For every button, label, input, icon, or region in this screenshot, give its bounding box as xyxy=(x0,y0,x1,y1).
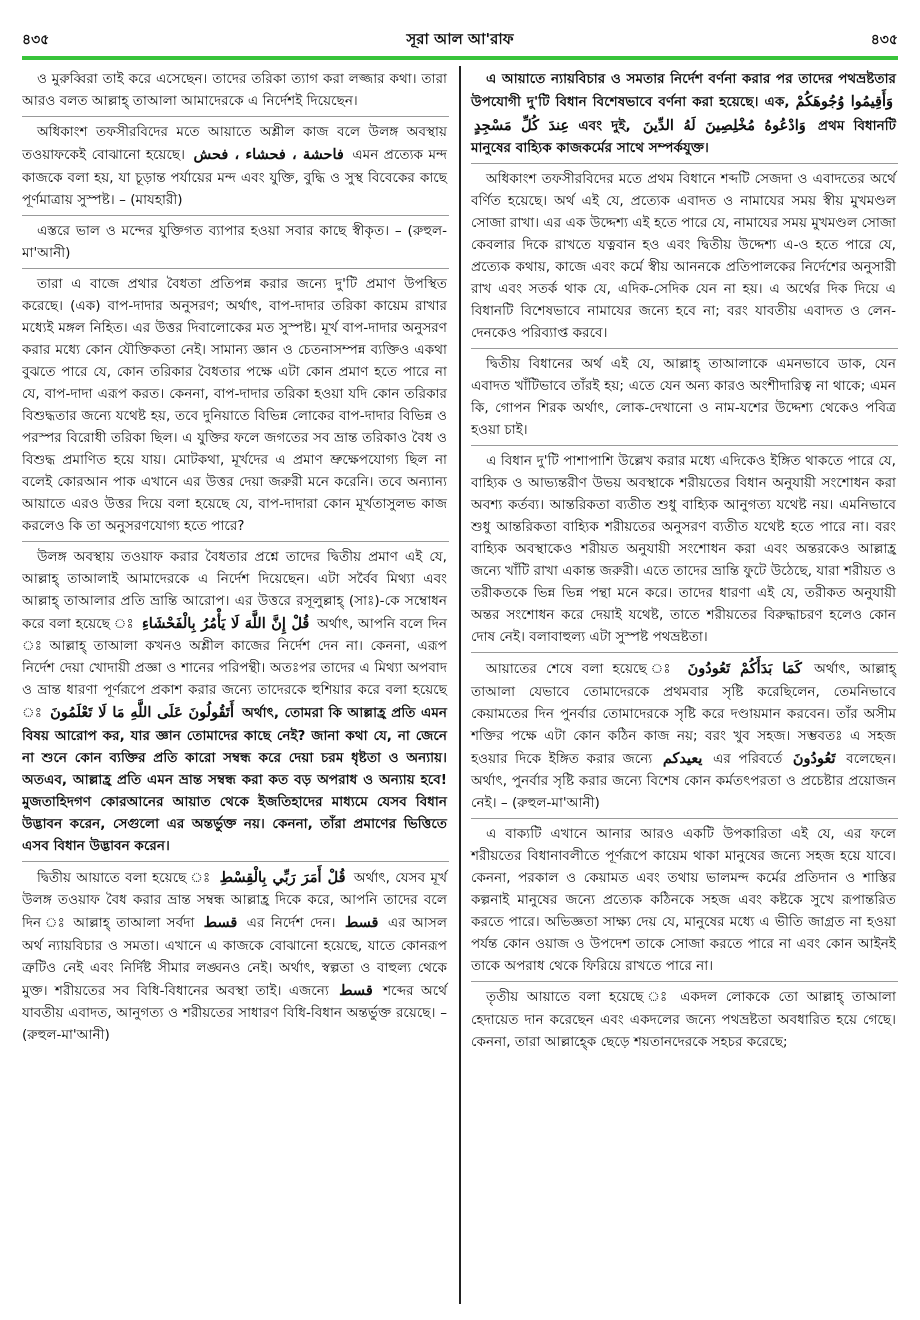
paragraph xyxy=(22,542,449,862)
text-run: অর্থাৎ, আপনি বলে দিন ঃ আল্লাহ্ তাআলা কখনও অশ্লীল কাজের নির্দেশ দেন না। কেননা, এরূপ নির্দেশ দেয়া খোদায়ী প্রজ্ঞা ও শানের পরিপন্থী। অতঃপর তাদের এ মিথ্যা অপবাদ ও ভ্রান্ত ধারণা পূর্ণরূপে প্রকাশ করার জন্যে তাদেরকে হুশিয়ার করে বলা হয়েছে ঃ xyxy=(22,615,447,722)
text-run: আয়াতের শেষে বলা হয়েছে ঃ xyxy=(485,661,676,678)
paragraph xyxy=(471,982,898,1056)
page-header xyxy=(22,26,898,54)
text-run: এর নির্দেশ দেন। xyxy=(246,915,336,932)
arabic-verse: كَمَا بَدَأَكُمْ تَعُودُونَ xyxy=(687,660,802,678)
page-number-right: ৪৩৫ xyxy=(870,32,898,48)
text-run: দ্বিতীয় আয়াতে বলা হয়েছে ঃ xyxy=(36,869,212,886)
paragraph-text xyxy=(471,657,896,814)
arabic-term: قسط xyxy=(344,914,379,932)
arabic-verse: وَأَقِيمُوا وُجُوهَكُمْ عِندَ كُلِّ مَسْجِدٍ xyxy=(474,93,894,134)
paragraph xyxy=(22,117,449,216)
paragraph-text: ও মুরুব্বিরা তাই করে এসেছেন। তাদের তরিকা ত্যাগ করা লজ্জার কথা। তারা আরও বলত আল্লাহ্ তাআলা আমাদেরকে এ নির্দেশই দিয়েছেন। xyxy=(22,71,447,110)
arabic-terms: فاحشة ، فحشاء ، فحش xyxy=(193,146,344,164)
text-run: এবং দুই, xyxy=(578,117,631,134)
paragraph-text: এ বাক্যটি এখানে আনার আরও একটি উপকারিতা এই যে, এর ফলে শরীয়তের বিধানাবলীতে পূর্ণরূপে কায়েম থাকা মানুষের জন্যে সহজ হয়ে যাবে। কেননা, পরকাল ও কেয়ামত এবং তথায় ভালমন্দ কর্মের প্রতিদান ও শাস্তির কল্পনাই মানুষের জন্যে প্রত্যেক কঠিনকে সহজ এবং কষ্টকে সুখে রূপান্তরিত করতে পারে। অভিজ্ঞতা সাক্ষ্য দেয় যে, মানুষের মধ্যে এ ভীতি জাগ্রত না হওয়া পর্যন্ত কোন ওয়াজ ও উপদেশ তাকে সোজা করতে পারে না এবং কোন আইনই তাকে অপরাধ থেকে ফিরিয়ে রাখতে পারে না। xyxy=(471,826,896,975)
paragraph xyxy=(471,819,898,982)
header-rule xyxy=(22,56,898,60)
text-run: এর আসল অর্থ ন্যায়বিচার ও সমতা। এখানে এ কাজকে বোঝানো হয়েছে, যাতে কোনরূপ ত্রুটিও নেই এবং নির্দিষ্ট সীমার লঙ্ঘনও নেই। অর্থাৎ, স্বল্পতা ও বাহুল্য থেকে মুক্ত। শরীয়তের সব বিধি-বিধানের অবস্থা তাই। এজন্যে xyxy=(22,915,447,999)
arabic-term: يعيدكم xyxy=(662,749,703,767)
arabic-verse: قُلْ إِنَّ اللَّهَ لَا يَأْمُرُ بِالْفَحْشَاءِ xyxy=(141,614,310,632)
right-column xyxy=(461,64,898,1306)
text-run: অধিকাংশ তফসীরবিদের মতে আয়াতে অশ্লীল কাজ বলে উলঙ্গ অবস্থায় তওয়াফকেই বোঝানো হয়েছে। xyxy=(22,124,447,164)
paragraph xyxy=(471,349,898,446)
arabic-term: قسط xyxy=(339,981,373,999)
page-number-left: ৪৩৫ xyxy=(22,32,50,48)
paragraph-text xyxy=(22,546,447,857)
paragraph xyxy=(471,64,898,164)
text-run: অর্থাৎ, আল্লাহ্ তাআলা যেভাবে তোমাদেরকে প্রথমবার সৃষ্টি করেছিলেন, তেমনিভাবে কেয়ামতের দিন পুনর্বার তোমাদেরকে সৃষ্টি করে দণ্ডায়মান করবেন। তাঁর অসীম শক্তির পক্ষে এটা কোন কঠিন কাজ নয়; বরং খুব সহজ। সম্ভবতঃ এ সহজ হওয়ার দিকে ইঙ্গিত করার জন্যে xyxy=(471,661,896,767)
text-run: অর্থাৎ, যেসব মূর্খ উলঙ্গ তওয়াফ বৈধ করার ভ্রান্ত সম্বন্ধ আল্লাহ্র দিকে করে, আপনি তাদের বলে দিন ঃ আল্লাহ্ তাআলা সর্বদা xyxy=(22,869,447,932)
text-run: উলঙ্গ অবস্থায় তওয়াফ করার বৈধতার প্রশ্নে তাদের দ্বিতীয় প্রমাণ এই যে, আল্লাহ্ তাআলাই আমাদেরকে এ নির্দেশ দিয়েছেন। এটা সর্বৈব মিথ্যা এবং আল্লাহ্ তাআলার প্রতি ভ্রান্তি আরোপ। এর উত্তরে রসূলুল্লাহ্ (সাঃ)-কে সম্বোধন করে বলা হয়েছে ঃ xyxy=(22,548,447,632)
paragraph xyxy=(471,446,898,653)
text-run: শব্দের অর্থে যাবতীয় এবাদত, আনুগত্য ও শরীয়তের সাধারণ বিধি-বিধান অন্তর্ভুক্ত রয়েছে। – (রুহুল-মা'আনী) xyxy=(22,982,447,1044)
running-title: সূরা আল আ'রাফ xyxy=(406,29,514,48)
paragraph xyxy=(22,64,449,117)
arabic-verse: قُلْ أَمَرَ رَبِّي بِالْقِسْطِ xyxy=(219,868,346,886)
paragraph-text: এস্তরে ভাল ও মন্দের যুক্তিগত ব্যাপার হওয়া সবার কাছে স্বীকৃত। – (রুহুল-মা'আনী) xyxy=(22,222,447,261)
text-run: বলেছেন। অর্থাৎ, পুনর্বার সৃষ্টি করার জন্যে বিশেষ কোন কর্মতৎপরতা ও প্রচেষ্টার প্রয়োজন নেই। – (রুহুল-মা'আনী) xyxy=(471,750,896,812)
paragraph-text: এ বিধান দু'টি পাশাপাশি উল্লেখ করার মধ্যে এদিকেও ইঙ্গিত থাকতে পারে যে, বাহ্যিক ও আভ্যন্তরীণ উভয় অবস্থাকে শরীয়তের বিধান অনুযায়ী সংশোধন করা অবশ্য কর্তব্য। আন্তরিকতা ব্যতীত শুধু বাহ্যিক আনুগত্য যথেষ্ট নয়। এমনিভাবে শুধু আন্তরিকতা বাহ্যিক শরীয়তের অনুসরণ ব্যতীত যথেষ্ট হতে পারে না। বরং বাহ্যিক অবস্থাকেও শরীয়ত অনুযায়ী সংশোধন করা এবং অন্তরকেও আল্লাহ্র জন্যে খাঁটি রাখা একান্ত জরুরী। এতে তাদের ভ্রান্তি ফুটে উঠেছে, যারা শরীয়ত ও তরীকতকে ভিন্ন ভিন্ন পন্থা মনে করে। তাদের ধারণা এই যে, তরীকত অনুযায়ী অন্তর সংশোধন করে দেয়াই যথেষ্ট, তাতে শরীয়তের বিরুদ্ধাচরণ হলেও কোন দোষ নেই। বলাবাহুল্য এটা সুস্পষ্ট পথভ্রষ্টতা। xyxy=(471,453,896,646)
paragraph-text xyxy=(471,68,896,159)
left-column xyxy=(22,64,459,1306)
text-run: এমন প্রত্যেক মন্দ কাজকে বলা হয়, যা চূড়ান্ত পর্যায়ের মন্দ এবং যুক্তি, বুদ্ধি ও সুস্থ বিবেকের কাছে পূর্ণমাত্রায় সুস্পষ্ট। – (মাযহারী) xyxy=(22,147,447,208)
paragraph-text: অধিকাংশ তফসীরবিদের মতে প্রথম বিধানে শব্দটি সেজদা ও এবাদতের অর্থে বর্ণিত হয়েছে। অর্থ এই যে, প্রত্যেক এবাদত ও নামাযের সময় স্বীয় মুখমণ্ডল সোজা রাখা। এর এক উদ্দেশ্য এই হতে পারে যে, নামাযের সময় মুখমণ্ডল সোজা কেবলার দিকে রাখতে যত্নবান হও এবং দ্বিতীয় উদ্দেশ্য এ-ও হতে পারে যে, প্রত্যেক কথায়, কাজে এবং কর্মে স্বীয় আননকে প্রতিপালকের নির্দেশের অনুসারী রাখ এবং সতর্ক থাক যে, এদিক-সেদিক যেন না হয়। এ অর্থের দিক দিয়ে এ বিধানটি বিশেষভাবে নামাযের জন্যে হবে না; বরং যাবতীয় এবাদত ও লেন-দেনকেও পরিব্যাপ্ত করবে। xyxy=(471,171,896,342)
text-run: এ আয়াতে ন্যায়বিচার ও সমতার নির্দেশ বর্ণনা করার পর তাদের পথভ্রষ্টতার উপযোগী দু'টি বিধান বিশেষভাবে বর্ণনা করা হয়েছে। এক, xyxy=(471,71,896,111)
paragraph-text: তৃতীয় আয়াতে বলা হয়েছে ঃ একদল লোককে তো আল্লাহ্ তাআলা হেদায়েত দান করেছেন এবং একদলের জন্যে পথভ্রষ্টতা অবধারিত হয়ে গেছে। কেননা, তারা আল্লাহ্কে ছেড়ে শয়তানদেরকে সহচর করেছে; xyxy=(471,989,896,1050)
arabic-term: قسط xyxy=(203,914,238,932)
text-run: অর্থাৎ, তোমরা কি আল্লাহ্র প্রতি এমন বিষয় আরোপ কর, যার জ্ঞান তোমাদের কাছে নেই? জানা কথা যে, না জেনে না শুনে কোন ব্যক্তির প্রতি কারো সম্বন্ধ করে দেয়া চরম ধৃষ্টতা ও অন্যায়। অতএব, আল্লাহ্র প্রতি এমন ভ্রান্ত সম্বন্ধ করা কত বড় অপরাধ ও অন্যায় হবে! মুজতাহিদগণ কোরআনের আয়াত থেকে ইজতিহাদের মাধ্যমে যেসব বিধান উদ্ভাবন করেন, সেগুলো এর অন্তর্ভুক্ত নয়। কেননা, তাঁরা প্রমাণের ভিত্তিতে এসব বিধান উদ্ভাবন করেন। xyxy=(22,705,447,854)
arabic-verse: أَتَقُولُونَ عَلَى اللَّهِ مَا لَا تَعْلَمُونَ xyxy=(50,704,234,722)
text-run: প্রথম বিধানটি মানুষের বাহ্যিক কাজকর্মের সাথে সম্পর্কযুক্ত। xyxy=(471,117,897,156)
text-run: এর পরিবর্তে xyxy=(713,750,783,767)
arabic-verse: وَادْعُوهُ مُخْلِصِينَ لَهُ الدِّينَ xyxy=(642,116,806,134)
arabic-term: تَعُودُونَ xyxy=(792,749,836,767)
paragraph xyxy=(22,216,449,269)
paragraph xyxy=(471,653,898,819)
paragraph-text: তারা এ বাজে প্রথার বৈধতা প্রতিপন্ন করার জন্যে দু'টি প্রমাণ উপস্থিত করেছে। (এক) বাপ-দাদার অনুসরণ; অর্থাৎ, বাপ-দাদার তরিকা কায়েম রাখার মধ্যেই মঙ্গল নিহিত। এর উত্তর দিবালোকের মত সুস্পষ্ট। মূর্খ বাপ-দাদার অনুসরণ করার মধ্যে কোন যৌক্তিকতা নেই। সামান্য জ্ঞান ও চেতনাসম্পন্ন ব্যক্তিও একথা বুঝতে পারে যে, কোন তরিকার বৈধতার পক্ষে এটা কোন প্রমাণ হতে পারে না যে, বাপ-দাদা এরূপ করত। কেননা, বাপ-দাদার তরিকা হওয়া যদি কোন তরিকার বিশুদ্ধতার জন্যে যথেষ্ট হয়, তবে দুনিয়াতে বিভিন্ন লোকের বাপ-দাদার বিভিন্ন ও পরস্পর বিরোধী তরিকা ছিল। এ যুক্তির ফলে জগতের সব ভ্রান্ত তরিকাও বৈধ ও বিশুদ্ধ প্রমাণিত হয়ে যায়। মোটকথা, মূর্খদের এ প্রমাণ ভ্রুক্ষেপযোগ্য ছিল না বলেই কোরআন পাক এখানে এর উত্তর দেয়া জরুরী মনে করেনি। তবে অন্যান্য আয়াতে এরও উত্তর দিয়ে বলা হয়েছে যে, বাপ-দাদারা কোন মূর্খতাসুলভ কাজ করলেও কি তা অনুসরণযোগ্য হতে পারে? xyxy=(22,275,447,534)
text-columns xyxy=(22,64,898,1306)
paragraph xyxy=(22,862,449,1051)
paragraph-text xyxy=(22,866,447,1047)
paragraph xyxy=(22,269,449,542)
paragraph xyxy=(471,164,898,349)
paragraph-text xyxy=(22,121,447,211)
paragraph-text: দ্বিতীয় বিধানের অর্থ এই যে, আল্লাহ্ তাআলাকে এমনভাবে ডাক, যেন এবাদত খাঁটিভাবে তাঁরই হয়; এতে যেন অন্য কারও অংশীদারিত্ব না থাকে; এমন কি, গোপন শিরক অর্থাৎ, লোক-দেখানো ও নাম-যশের উদ্দেশ্য থেকেও পবিত্র হওয়া চাই। xyxy=(471,356,896,439)
